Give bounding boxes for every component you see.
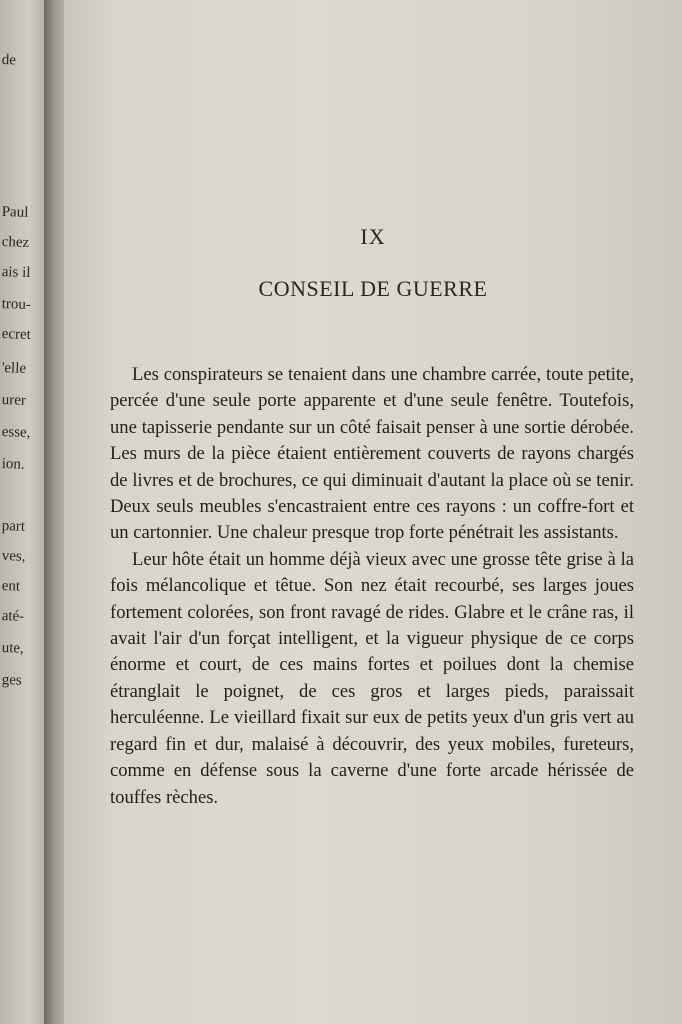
left-page-fragment: ute, — [1, 640, 25, 657]
left-page-fragment: ges — [1, 672, 22, 689]
left-page-fragment: de — [1, 52, 17, 69]
left-page-fragment: ent — [1, 578, 21, 595]
chapter-title: CONSEIL DE GUERRE — [258, 276, 488, 301]
left-page-fragment: 'elle — [1, 360, 27, 377]
chapter-number: IX — [360, 224, 386, 249]
chapter-body — [110, 362, 634, 811]
left-page-fragment: chez — [1, 234, 30, 251]
left-page-fragment: ion. — [1, 456, 25, 473]
left-page-fragment: Paul — [1, 204, 29, 221]
left-page-fragment: até- — [1, 608, 25, 625]
left-page-fragment: ves, — [1, 548, 26, 565]
paragraph: Leur hôte était un homme déjà vieux avec une grosse tête grise à la fois mélancolique et têtue. Son nez était recourbé, ses larges joues fortement colorées, son front ravagé de rides. Glabre et le crâne ras, il avait l'air d'un forçat intelligent, et la vigueur physique de ce corps énorme et court, de ces mains fortes et poilues dont la chemise étranglait le poignet, de ces gros et larges pieds, paraissait herculéenne. Le vieillard fixait sur eux de petits yeux d'un gris vert au regard fin et dur, malaisé à découvrir, des yeux mobiles, fureteurs, comme en défense sous la caverne d'une forte arcade hérissée de touffes rèches. — [110, 548, 634, 808]
left-page-fragment: ecret — [1, 326, 32, 344]
left-page-fragment: part — [1, 518, 26, 535]
left-page-fragment: trou- — [1, 296, 32, 314]
left-page-fragment: esse, — [1, 424, 31, 441]
paragraph: Les conspirateurs se tenaient dans une chambre carrée, toute petite, percée d'une seule porte apparente et d'une seule fenêtre. Toutefois, une tapisserie pendante sur un côté faisait penser à une sortie dérobée. Les murs de la pièce étaient entièrement couverts de rayons chargés de livres et de brochures, ce qui diminuait d'autant la place où se tenir. Deux seuls meubles s'encastraient entre ces rayons : un coffre-fort et un cartonnier. Une chaleur presque trop forte pénétrait les assistants. — [110, 364, 634, 544]
right-page — [64, 0, 682, 1024]
left-page-fragment: urer — [1, 392, 27, 409]
left-page-fragment: ais il — [1, 264, 31, 281]
